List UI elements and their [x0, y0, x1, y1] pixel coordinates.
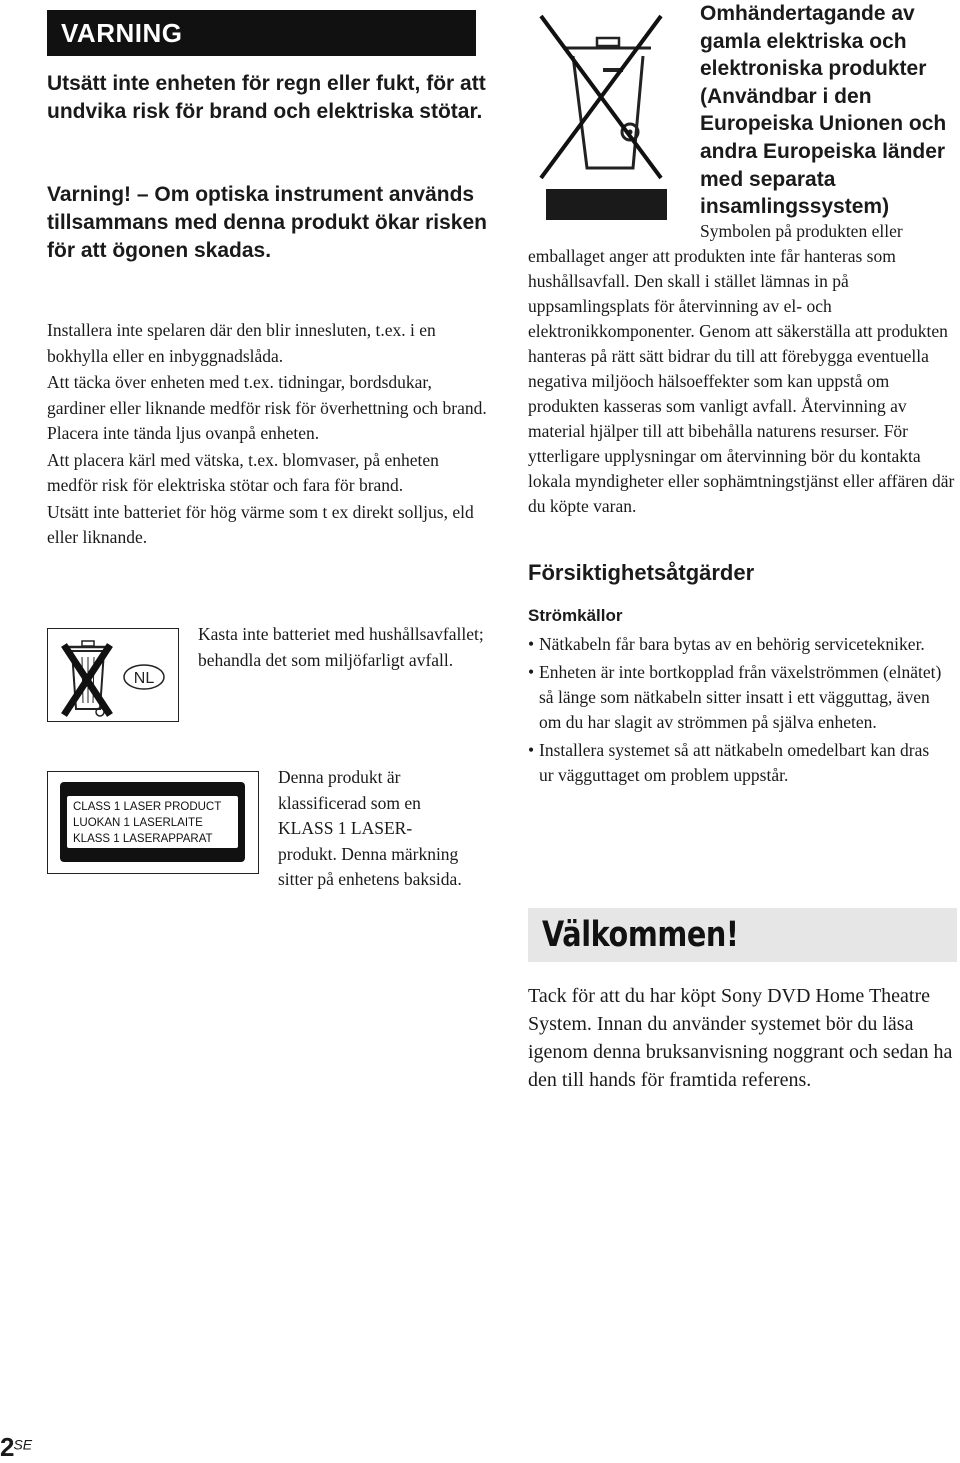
- warning-body: [47, 318, 487, 552]
- weee-symbol: [533, 8, 673, 228]
- list-item: • Nätkabeln får bara bytas av en behörig servicetekniker.: [528, 632, 948, 657]
- laser-label-line: LUOKAN 1 LASERLAITE: [73, 817, 203, 829]
- laser-label-line: KLASS 1 LASERAPPARAT: [73, 833, 213, 845]
- warning-optical-instruments: Varning! – Om optiska instrument används tillsammans med denna produkt ökar risken för att ögonen skadas.: [47, 183, 487, 262]
- list-item: • Enheten är inte bortkopplad från växelströmmen (elnätet) så länge som nätkabeln sitter insatt i ett vägguttag, även om du har slagit av strömmen på själva enheten.: [528, 660, 948, 735]
- warning-paragraph: Installera inte spelaren där den blir innesluten, t.ex. i en bokhylla eller en inbyggnadslåda.: [47, 320, 436, 366]
- list-item: • Installera systemet så att nätkabeln omedelbart kan dras ur vägguttaget om problem uppstår.: [528, 738, 948, 788]
- welcome-heading: Välkommen!: [542, 915, 739, 955]
- laser-notice-text: Denna produkt är klassificerad som en KLASS 1 LASER-produkt. Denna märkning sitter på enhetens baksida.: [278, 767, 462, 889]
- page-number-value: 2: [0, 1432, 14, 1462]
- precautions-heading: Försiktighetsåtgärder: [528, 560, 755, 585]
- weee-heading: Omhändertagande av gamla elektriska och elektroniska produkter (Användbar i den Europeiska Unionen och andra Europeiska länder med separata insamlingssystem): [700, 2, 947, 219]
- weee-body: [528, 219, 958, 519]
- warning-paragraph: Att täcka över enheten med t.ex. tidningar, bordsdukar, gardiner eller liknande medför risk för överhettning och brand. Placera inte tända ljus ovanpå enheten.: [47, 372, 487, 443]
- laser-label-line: CLASS 1 LASER PRODUCT: [73, 801, 222, 813]
- crossed-wheelie-bin-icon: [533, 8, 673, 223]
- crossed-bin-icon: [48, 629, 177, 720]
- power-sources-list: [528, 632, 948, 791]
- weee-body-first: Symbolen på produkten eller: [700, 221, 903, 241]
- laser-product-label: [47, 771, 259, 874]
- welcome-banner: [528, 908, 957, 962]
- warning-paragraph: Att placera kärl med vätska, t.ex. blomvaser, på enheten medför risk för elektriska stötar och fara för brand.: [47, 449, 439, 495]
- welcome-body: Tack för att du har köpt Sony DVD Home Theatre System. Innan du använder systemet bör du läsa igenom denna bruksanvisning noggrant och sedan ha den till hands för framtida referens.: [528, 985, 953, 1091]
- battery-notice-text: Kasta inte batteriet med hushållsavfallet; behandla det som miljöfarligt avfall.: [198, 624, 484, 670]
- warning-heading: VARNING: [47, 10, 476, 56]
- battery-disposal-symbol: [47, 628, 179, 722]
- page-number: [0, 1432, 32, 1463]
- warning-paragraph: Utsätt inte batteriet för hög värme som t ex direkt solljus, eld eller liknande.: [47, 501, 474, 547]
- weee-body-rest: emballaget anger att produkten inte får hanteras som hushållsavfall. Den skall i stället lämnas in på uppsamlingsplats för återvinning av el- och elektronikkomponenter. Genom att säkerställa att produkten hanteras på rätt sätt bidrar du till att förebygga eventuella negativa miljöoch hälsoeffekter som kan uppstå om produkten kasseras som vanligt avfall. Återvinning av material hjälper till att bibehålla naturens resurser. För ytterligare upplysningar om återvinning bör du kontakta lokala myndigheter eller sophämtningstjänst eller affären där du köpte varan.: [528, 246, 955, 516]
- page-number-suffix: SE: [13, 1436, 33, 1453]
- nl-badge: NL: [133, 670, 155, 687]
- warning-rain-moisture: Utsätt inte enheten för regn eller fukt, för att undvika risk för brand och elektriska stötar.: [47, 72, 486, 123]
- power-sources-subheading: Strömkällor: [528, 606, 623, 625]
